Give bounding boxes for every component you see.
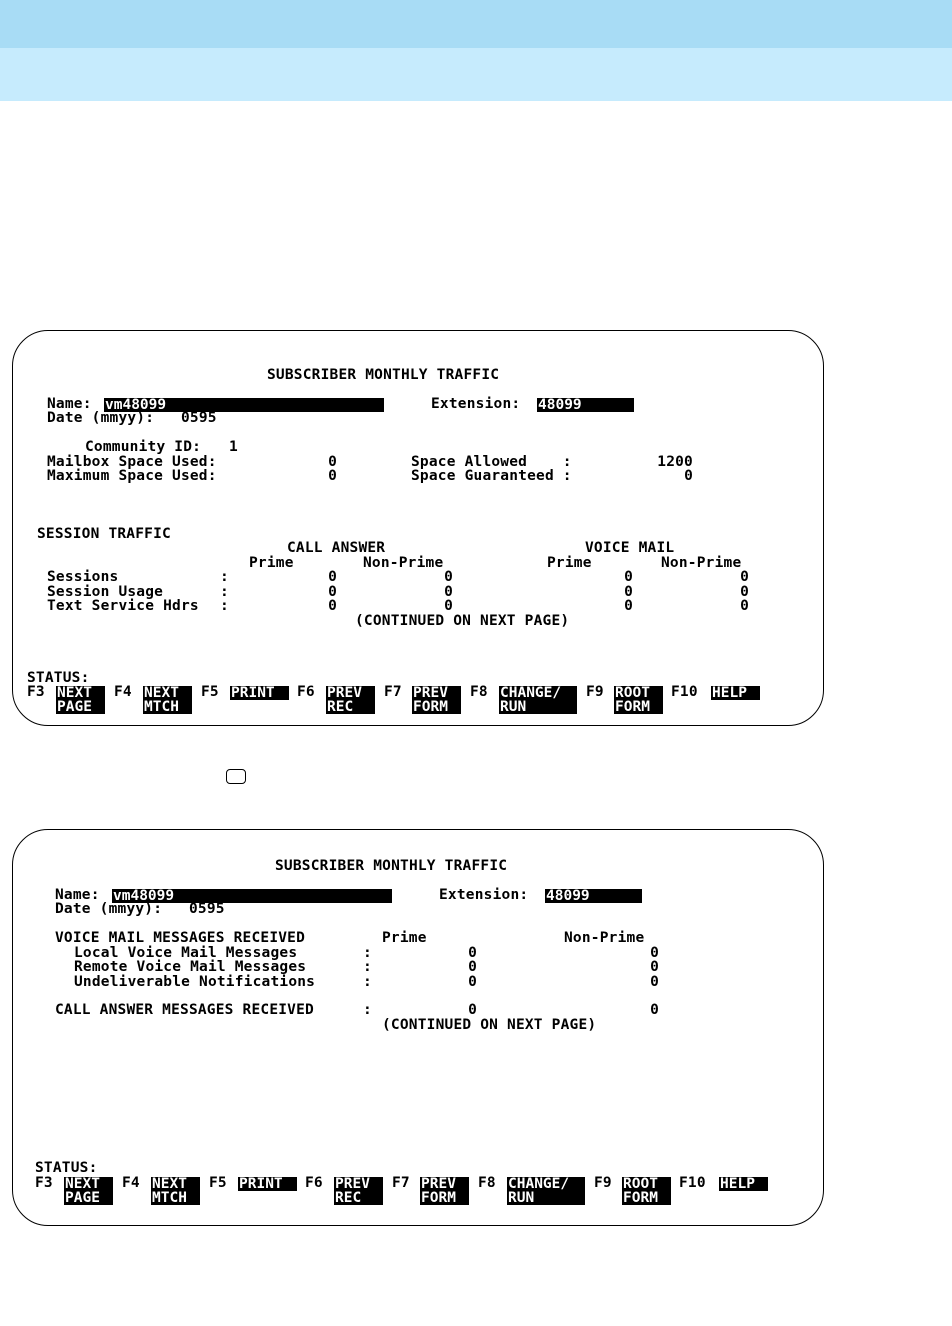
terminal-screen-page-1 — [12, 330, 824, 726]
date-value: 0595 — [189, 901, 225, 917]
row-label-sessions: Sessions — [47, 569, 119, 585]
f3-next-page-key[interactable]: NEXT PAGE — [64, 1177, 113, 1205]
f9-root-form-key[interactable]: ROOT FORM — [622, 1177, 671, 1205]
status-label: STATUS: — [27, 670, 90, 686]
row-colon: : — [363, 945, 372, 961]
row-colon: : — [363, 974, 372, 990]
fkey-label-f10: F10 — [671, 684, 698, 700]
key-icon — [226, 769, 246, 784]
maximum-space-used-label: Maximum Space Used: — [47, 468, 217, 484]
continued-notice: (CONTINUED ON NEXT PAGE) — [382, 1017, 597, 1033]
ca-received-nonprime: 0 — [650, 1002, 659, 1018]
f8-change-run-key[interactable]: CHANGE/ RUN — [507, 1177, 585, 1205]
fkey-label-f7: F7 — [384, 684, 402, 700]
remote-vm-nonprime: 0 — [650, 959, 659, 975]
status-label: STATUS: — [35, 1160, 98, 1176]
fkey-label-f8: F8 — [478, 1175, 496, 1191]
remote-vm-prime: 0 — [468, 959, 477, 975]
row-label-undeliverable: Undeliverable Notifications — [74, 974, 316, 990]
ca-received-label: CALL ANSWER MESSAGES RECEIVED — [55, 1002, 314, 1018]
text-hdrs-ca-nonprime: 0 — [444, 598, 453, 614]
community-id-label: Community ID: — [85, 439, 202, 455]
text-hdrs-vm-nonprime: 0 — [740, 598, 749, 614]
f6-prev-rec-key[interactable]: PREV REC — [334, 1177, 383, 1205]
col-header-ca-nonprime: Non-Prime — [363, 555, 444, 571]
local-vm-nonprime: 0 — [650, 945, 659, 961]
date-label: Date (mmyy): — [47, 410, 155, 426]
date-value: 0595 — [181, 410, 217, 426]
date-label: Date (mmyy): — [55, 901, 163, 917]
extension-field[interactable]: 48099 — [545, 889, 642, 903]
fkey-label-f5: F5 — [201, 684, 219, 700]
session-usage-ca-prime: 0 — [328, 584, 337, 600]
f10-help-key[interactable]: HELP — [719, 1177, 768, 1191]
f5-print-key[interactable]: PRINT — [230, 686, 289, 700]
session-usage-vm-prime: 0 — [624, 584, 633, 600]
text-hdrs-vm-prime: 0 — [624, 598, 633, 614]
row-colon: : — [363, 959, 372, 975]
f9-root-form-key[interactable]: ROOT FORM — [614, 686, 663, 714]
col-header-prime: Prime — [382, 930, 427, 946]
extension-label: Extension: — [439, 887, 529, 903]
extension-field[interactable]: 48099 — [537, 398, 634, 412]
header-band-bottom — [0, 48, 952, 101]
col-header-nonprime: Non-Prime — [564, 930, 645, 946]
f6-prev-rec-key[interactable]: PREV REC — [326, 686, 375, 714]
f7-prev-form-key[interactable]: PREV FORM — [420, 1177, 469, 1205]
f5-print-key[interactable]: PRINT — [238, 1177, 297, 1191]
col-header-vm-prime: Prime — [547, 555, 592, 571]
mailbox-space-used-label: Mailbox Space Used: — [47, 454, 217, 470]
sessions-ca-prime: 0 — [328, 569, 337, 585]
row-colon: : — [220, 584, 229, 600]
row-colon: : — [220, 598, 229, 614]
fkey-label-f6: F6 — [297, 684, 315, 700]
f8-change-run-key[interactable]: CHANGE/ RUN — [499, 686, 577, 714]
mailbox-space-used-value: 0 — [328, 454, 337, 470]
text-hdrs-ca-prime: 0 — [328, 598, 337, 614]
name-field[interactable]: vm48099 — [104, 398, 384, 412]
f4-next-match-key[interactable]: NEXT MTCH — [151, 1177, 200, 1205]
header-band-top — [0, 0, 952, 48]
f7-prev-form-key[interactable]: PREV FORM — [412, 686, 461, 714]
name-label: Name: — [55, 887, 100, 903]
name-label: Name: — [47, 396, 92, 412]
name-field[interactable]: vm48099 — [112, 889, 392, 903]
community-id-value: 1 — [229, 439, 238, 455]
voice-mail-heading: VOICE MAIL — [585, 540, 675, 556]
space-guaranteed-label: Space Guaranteed : — [411, 468, 572, 484]
page-title: SUBSCRIBER MONTHLY TRAFFIC — [267, 367, 500, 383]
undeliverable-prime: 0 — [468, 974, 477, 990]
fkey-label-f4: F4 — [114, 684, 132, 700]
row-label-session-usage: Session Usage — [47, 584, 164, 600]
session-traffic-heading: SESSION TRAFFIC — [37, 526, 171, 542]
col-header-vm-nonprime: Non-Prime — [661, 555, 742, 571]
space-allowed-label: Space Allowed : — [411, 454, 572, 470]
fkey-label-f9: F9 — [586, 684, 604, 700]
space-guaranteed-value: 0 — [684, 468, 693, 484]
sessions-vm-prime: 0 — [624, 569, 633, 585]
fkey-label-f5: F5 — [209, 1175, 227, 1191]
local-vm-prime: 0 — [468, 945, 477, 961]
fkey-label-f8: F8 — [470, 684, 488, 700]
row-label-remote-vm: Remote Voice Mail Messages — [74, 959, 307, 975]
row-label-text-service-hdrs: Text Service Hdrs — [47, 598, 199, 614]
fkey-label-f10: F10 — [679, 1175, 706, 1191]
fkey-label-f3: F3 — [35, 1175, 53, 1191]
f4-next-match-key[interactable]: NEXT MTCH — [143, 686, 192, 714]
sessions-ca-nonprime: 0 — [444, 569, 453, 585]
maximum-space-used-value: 0 — [328, 468, 337, 484]
session-usage-vm-nonprime: 0 — [740, 584, 749, 600]
page-title: SUBSCRIBER MONTHLY TRAFFIC — [275, 858, 508, 874]
f10-help-key[interactable]: HELP — [711, 686, 760, 700]
f3-next-page-key[interactable]: NEXT PAGE — [56, 686, 105, 714]
fkey-label-f4: F4 — [122, 1175, 140, 1191]
undeliverable-nonprime: 0 — [650, 974, 659, 990]
row-colon: : — [363, 1002, 372, 1018]
vm-received-heading: VOICE MAIL MESSAGES RECEIVED — [55, 930, 306, 946]
sessions-vm-nonprime: 0 — [740, 569, 749, 585]
space-allowed-value: 1200 — [657, 454, 693, 470]
continued-notice: (CONTINUED ON NEXT PAGE) — [355, 613, 570, 629]
fkey-label-f3: F3 — [27, 684, 45, 700]
fkey-label-f9: F9 — [594, 1175, 612, 1191]
call-answer-heading: CALL ANSWER — [287, 540, 386, 556]
extension-label: Extension: — [431, 396, 521, 412]
col-header-ca-prime: Prime — [249, 555, 294, 571]
row-colon: : — [220, 569, 229, 585]
ca-received-prime: 0 — [468, 1002, 477, 1018]
fkey-label-f6: F6 — [305, 1175, 323, 1191]
session-usage-ca-nonprime: 0 — [444, 584, 453, 600]
fkey-label-f7: F7 — [392, 1175, 410, 1191]
row-label-local-vm: Local Voice Mail Messages — [74, 945, 298, 961]
terminal-screen-page-2 — [12, 829, 824, 1226]
